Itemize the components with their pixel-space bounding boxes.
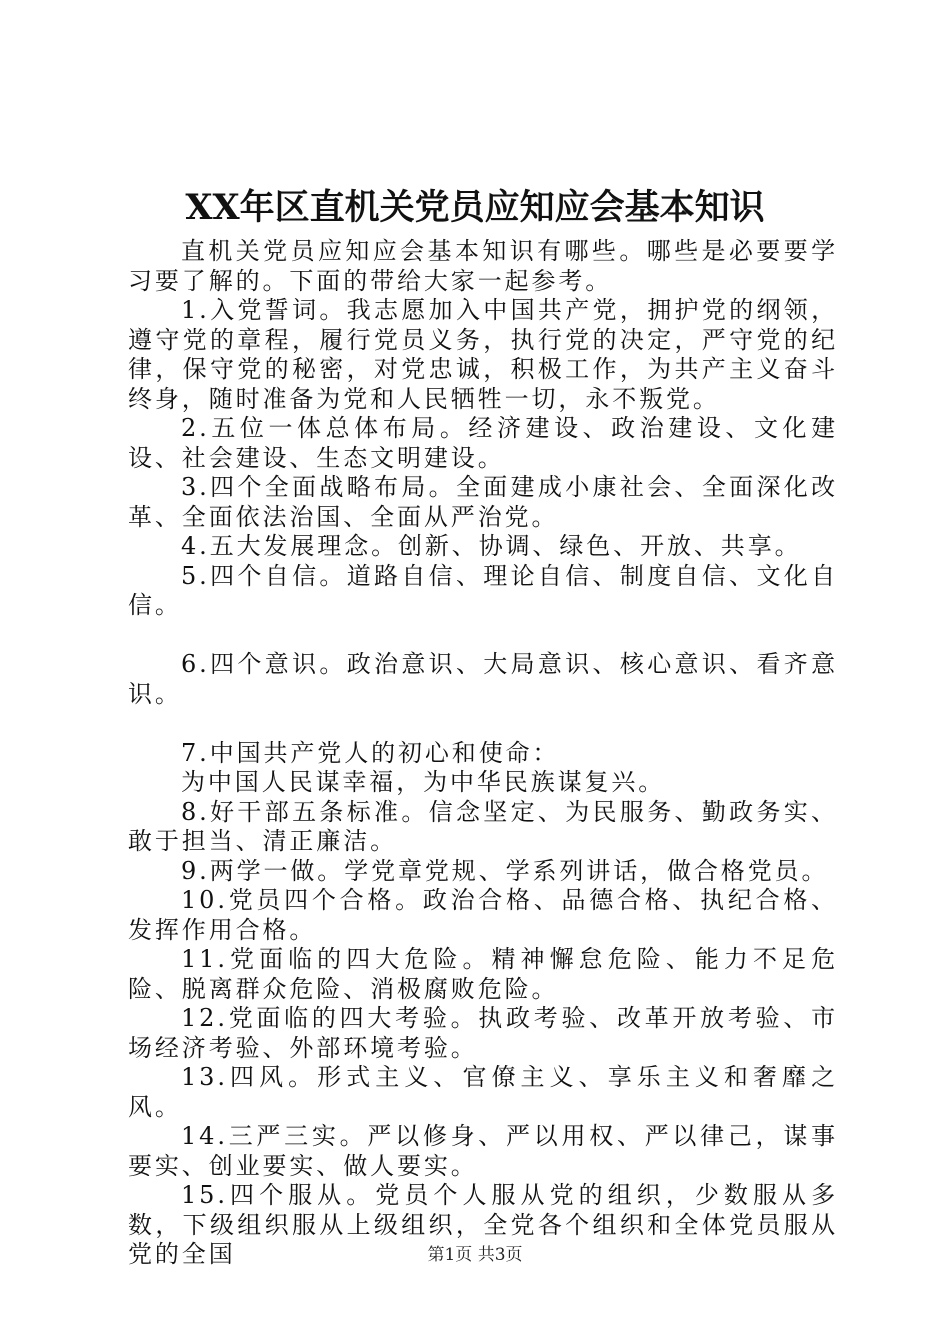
item-paragraph-2: 2.五位一体总体布局。经济建设、政治建设、文化建设、社会建设、生态文明建设。 [128, 414, 838, 472]
item-paragraph-7-continued: 为中国人民谋幸福，为中华民族谋复兴。 [181, 768, 666, 796]
intro-paragraph: 直机关党员应知应会基本知识有哪些。哪些是必要要学习要了解的。下面的带给大家一起参考。 [128, 237, 838, 295]
item-paragraph-4: 4.五大发展理念。创新、协调、绿色、开放、共享。 [181, 532, 802, 560]
item-paragraph-6: 6.四个意识。政治意识、大局意识、核心意识、看齐意识。 [128, 650, 838, 708]
document-body [128, 237, 838, 1270]
document-title: XX年区直机关党员应知应会基本知识 [185, 187, 765, 228]
item-paragraph-12: 12.党面临的四大考验。执政考验、改革开放考验、市场经济考验、外部环境考验。 [128, 1004, 838, 1062]
item-paragraph-3: 3.四个全面战略布局。全面建成小康社会、全面深化改革、全面依法治国、全面从严治党。 [128, 473, 838, 531]
item-paragraph-11: 11.党面临的四大危险。精神懈怠危险、能力不足危险、脱离群众危险、消极腐败危险。 [128, 945, 838, 1003]
item-paragraph-1: 1.入党誓词。我志愿加入中国共产党，拥护党的纲领，遵守党的章程，履行党员义务，执行党的决定，严守党的纪律，保守党的秘密，对党忠诚，积极工作，为共产主义奋斗终身，随时准备为党和人民牺牲一切，永不叛党。 [128, 296, 838, 413]
item-paragraph-5: 5.四个自信。道路自信、理论自信、制度自信、文化自信。 [128, 561, 838, 619]
item-paragraph-14: 14.三严三实。严以修身、严以用权、严以律己，谋事要实、创业要实、做人要实。 [128, 1122, 838, 1180]
item-paragraph-9: 9.两学一做。学党章党规、学系列讲话，做合格党员。 [181, 856, 829, 885]
item-paragraph-8: 8.好干部五条标准。信念坚定、为民服务、勤政务实、敢于担当、清正廉洁。 [128, 797, 838, 855]
item-paragraph-7: 7.中国共产党人的初心和使命： [181, 738, 560, 767]
item-paragraph-13: 13.四风。形式主义、官僚主义、享乐主义和奢靡之风。 [128, 1063, 838, 1121]
item-paragraph-15: 15.四个服从。党员个人服从党的组织，少数服从多数，下级组织服从上级组织，全党各个组织和全体党员服从党的全国 [128, 1181, 838, 1268]
item-paragraph-10: 10.党员四个合格。政治合格、品德合格、执纪合格、发挥作用合格。 [128, 886, 838, 944]
page-footer: 第1页 共3页 [427, 1245, 523, 1265]
